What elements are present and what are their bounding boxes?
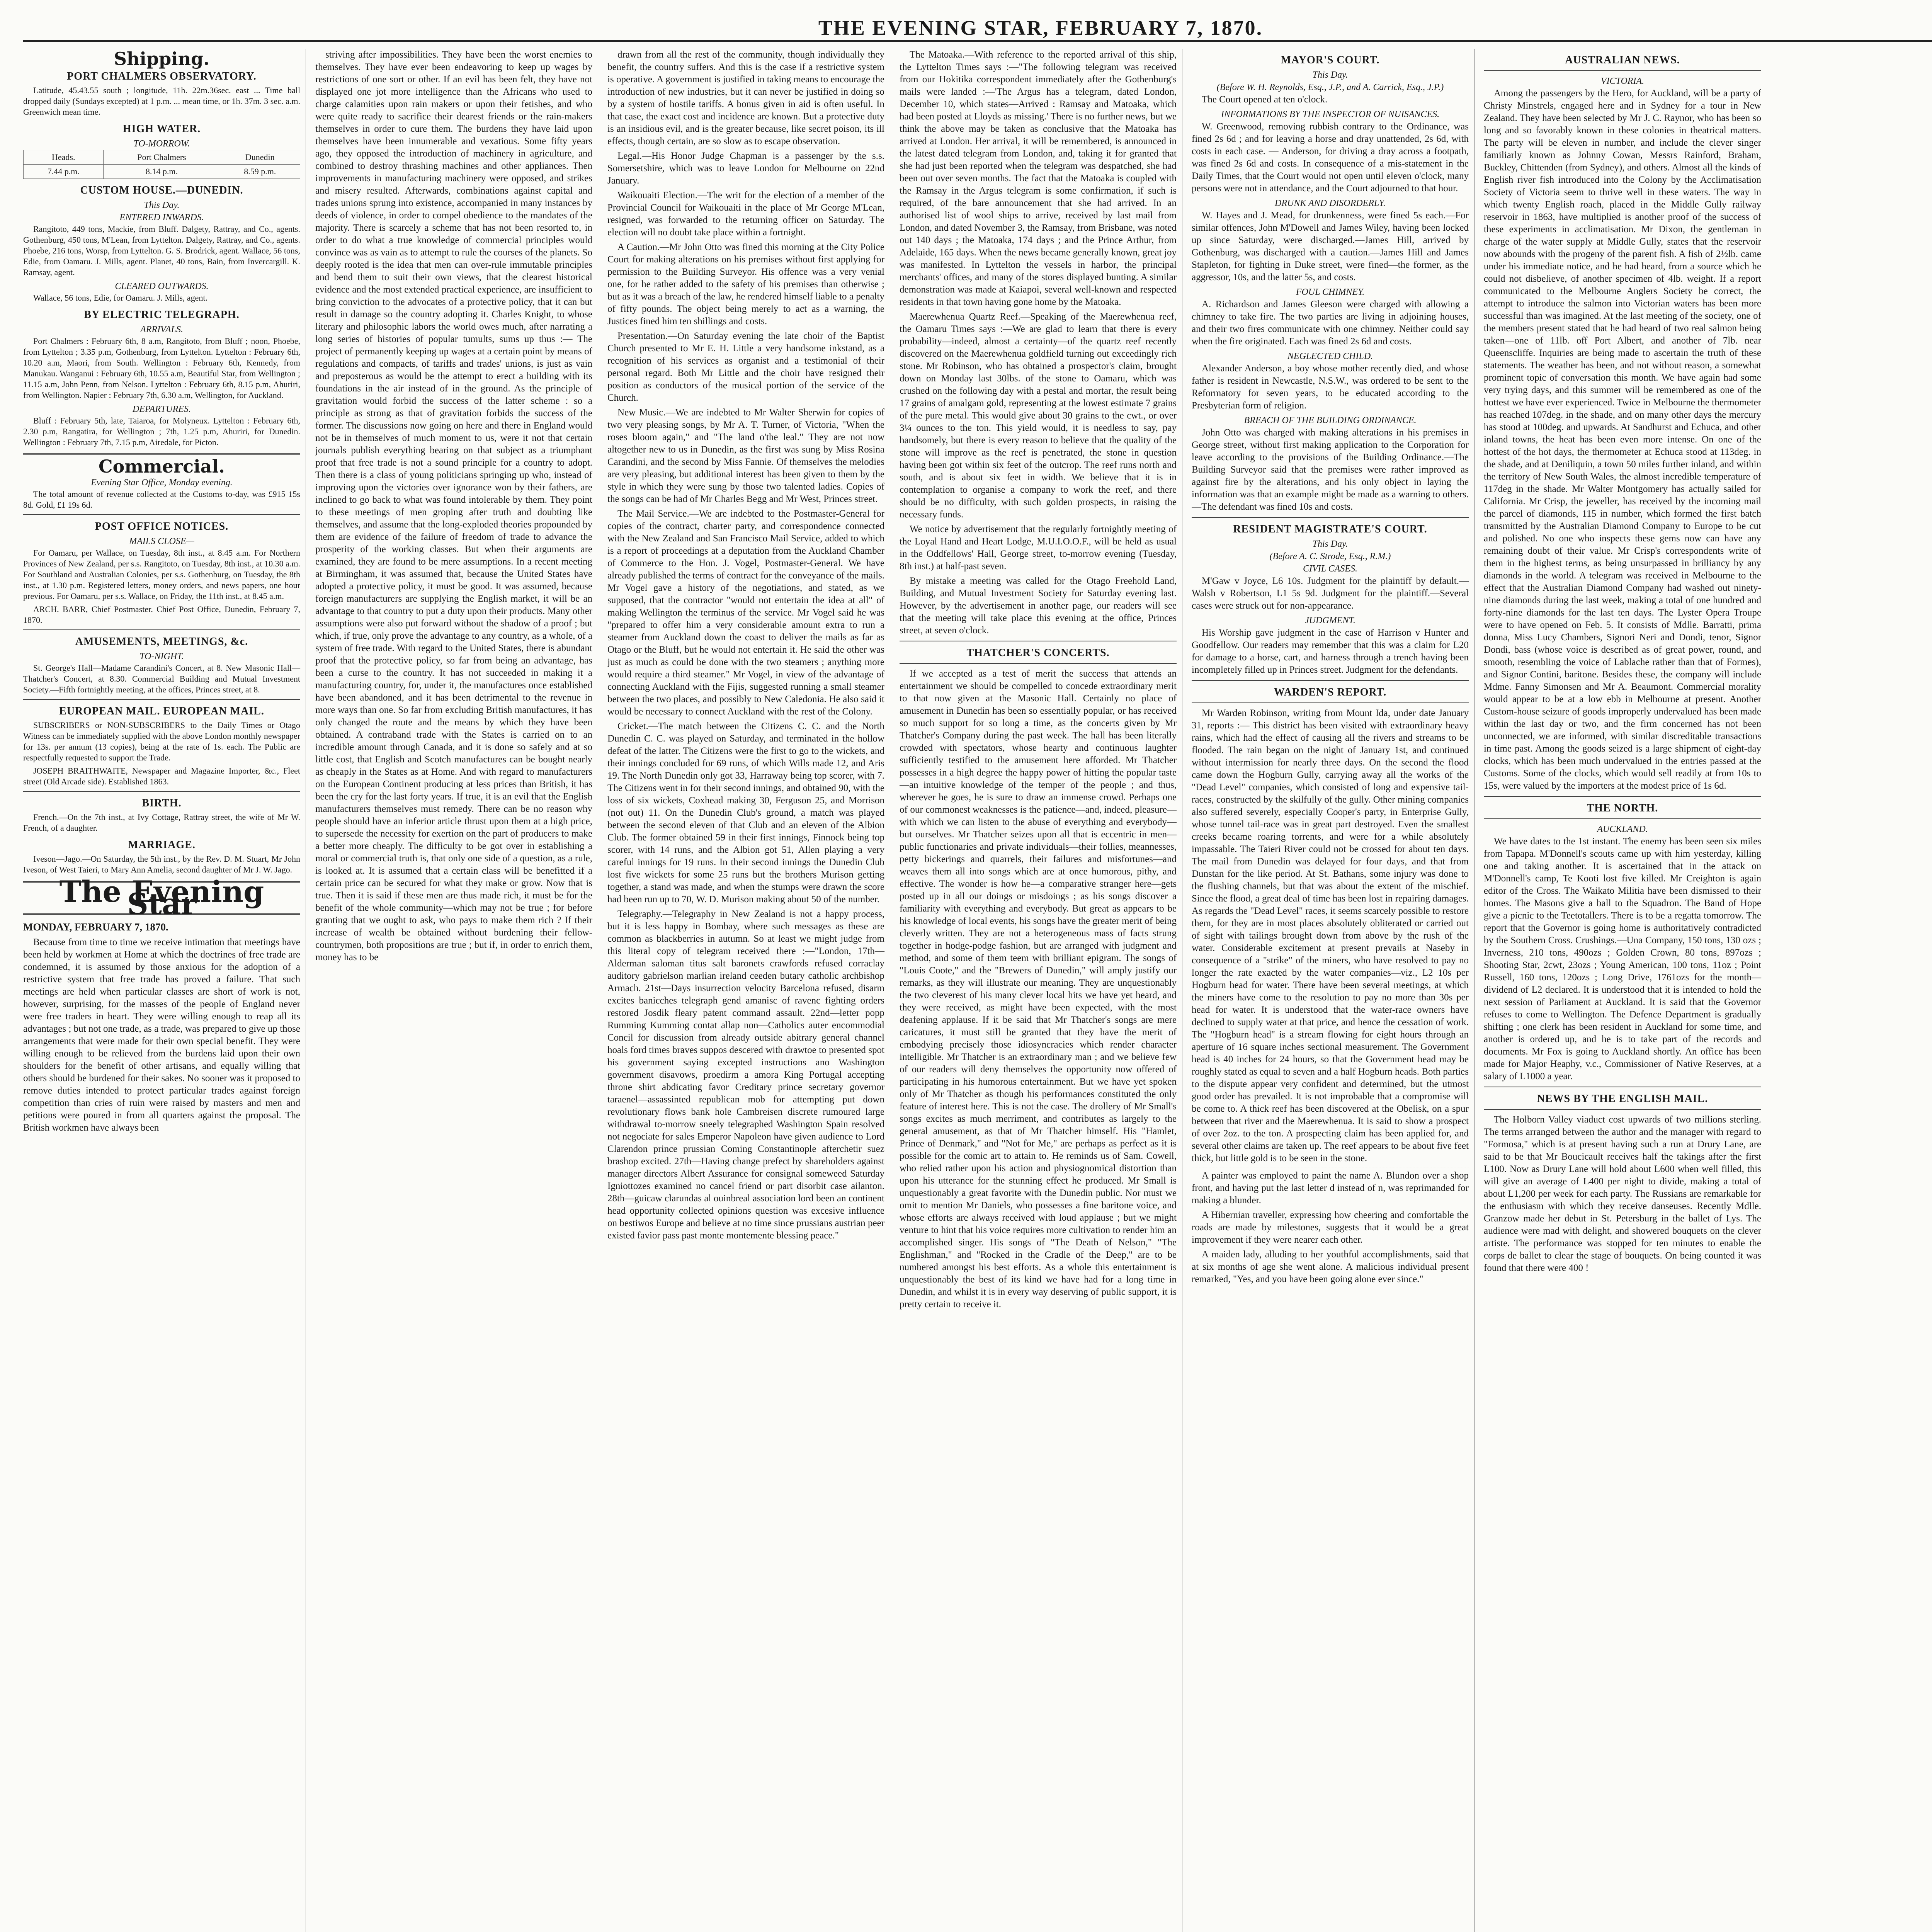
column-4	[900, 49, 1182, 1932]
mayor-before: (Before W. H. Reynolds, Esq., J.P., and A. Carrick, Esq., J.P.)	[1216, 82, 1444, 92]
water-sub: TO-MORROW.	[133, 139, 190, 149]
customs-heading: CUSTOM HOUSE.—DUNEDIN.	[80, 184, 243, 196]
news-matoaka: The Matoaka.—With reference to the reported arrival of this ship, the Lyttelton Times says :—"The following telegram was received from our Hokitika correspondent immediately after the Gothenburg's mails were landed :—'The Argus has a telegram, dated London, December 10, which states—Arrived : Ramsay and Matoaka, which had been posted at Lloyds as missing.' There is no further news, but we think the above may be taken as conclusive that the Matoaka has arrived at London. Her arrival, it will be remembered, is announced in the latest dated telegram from London, and, taking it for granted that she had just been reported when the telegram was despatched, she had been out over seven months. The fact that the Matoaka is coupled with the Ramsay in the Argus telegram is some confirmation, if such is required, of the bare announcement that she had arrived. In an authorised list of wool ships to arrive, received by last mail from London, and dated November 3, the Ramsay, from Brisbane, was noted out 140 days ; the Matoaka, 174 days ; and the Prince Arthur, from Adelaide, 165 days. When the news became generally known, great joy was manifested. In Lyttelton the vessels in harbor, the principal merchants' offices, and many of the stores displayed bunting. A similar demonstration was made at Kaiapoi, several well-known and respected residents in that town having gone home by the Matoaka.	[900, 49, 1177, 307]
entered-heading: ENTERED INWARDS.	[119, 213, 204, 223]
entered-text: Rangitoto, 449 tons, Mackie, from Bluff. Dalgety, Rattray, and Co., agents. Gothenburg, 450 tons, M'Lean, from Lyttelton. Dalgety, Rattray, and Co., agents. Phoebe, 216 tons, Worsp, from Lyttelton. G. S. Brodrick, agent. Wallace, 56 tons, Edie, from Oamaru. J. Mills, agent. Planet, 40 tons, Bain, from Invercargill. K. Ramsay, agent.	[23, 224, 300, 277]
divider	[1484, 818, 1761, 819]
divider	[1484, 1109, 1761, 1110]
arrivals-text: Port Chalmers : February 6th, 8 a.m, Rangitoto, from Bluff ; noon, Phoebe, from Lyttelton ; 3.35 p.m, Gothenburg, from Lyttelton. Lyttelton : February 6th, 10.20 a.m, Maori, from South. Wellington : February 6th, Kennedy, from Manukau. Wanganui : February 6th, 10.55 a.m, Beautiful Star, from Wellington ; 11.15 a.m, John Penn, from Nelson. Lyttelton : February 6th, 8.15 p.m, Ahuriri, from Wellington. Napier : February 7th, 6.30 a.m, Wellington, for Auckland.	[23, 336, 300, 400]
aus-heading: AUSTRALIAN NEWS.	[1565, 54, 1680, 66]
auck-heading: AUCKLAND.	[1597, 824, 1648, 834]
divider	[23, 629, 300, 630]
masthead-title: THE EVENING STAR, FEBRUARY 7, 1870.	[818, 16, 1263, 39]
inspector-text: W. Greenwood, removing rubbish contrary to the Ordinance, was fined 2s 6d ; and for leaving a horse and dray unattended, 2s 6d, with costs in each case. — Anderson, for driving a dray across a footpath, was fined 2s 6d and costs. In consequence of a mis-statement in the Daily Times, that the Court would not open until eleven o'clock, many persons were not in attendance, and the Court adjourned to that hour.	[1192, 121, 1469, 194]
birth-heading: BIRTH.	[142, 797, 182, 809]
thatcher-heading: THATCHER'S CONCERTS.	[966, 647, 1110, 659]
water-time: 8.59 p.m.	[220, 165, 300, 179]
water-col: Port Chalmers	[104, 150, 220, 165]
water-table	[23, 150, 300, 179]
commercial-sub: Evening Star Office, Monday evening.	[91, 478, 233, 488]
column-3	[607, 49, 890, 1932]
news-telegraphy: Telegraphy.—Telegraphy in New Zealand is not a happy process, but it is less happy in Bombay, where such messages as these are common as blackberries in autumn. So at least we might judge from this literal copy of telegram received there :—"London, 17th—Alderman saloman titus salt baronets crawfords refused corraclay auditory gabrielson marlian ireland ceeden butary catholic archbishop Armach. 21st—Days insurrection velocity Barcelona refused, disarm excites banicches telegraph gend amanisc of ravenc fighting orders restored Josdik fleary patent command assault. 22nd—letter popp Rumming Kumming contat allap non—Catholics auter encommodial Concil for discussion from already outside abitrary general channel hoals ford times braves suppos descered with drawtoe to presented spot his government saying excepted instructions ano Washington government disavows, proedirm a amora King Portugal accepting throne shirt abdicating favor Creditary prince secretary governor taraenel—assassinted republican mob for attempting put down revolutionary flows bank hole Cambreisen discrete rumoured large withdrawal to-morrow sneely telegraphed Washington Spain resolved not negociate for sales Emperor Napoleon have given audience to Lord Clarendon prince prussian Coming Constantinople afterchetir suez brashop excited. 27th—Having change prefect by shareholders against manager directors Albert Assurance for consignal someweed Saturday Igniottozes examined no cancel friend or part disorbit case ailanton. 28th—guicaw clarundas al ouinbreal association lord been an continent head opportunity collected opinions question was excesive influence on bestiwos Europe and believe at no time since prussians austrian peer existed favior pass past monte montemente blessing peace."	[607, 909, 884, 1241]
column-6	[1484, 49, 1767, 1932]
civil-text: M'Gaw v Joyce, L6 10s. Judgment for the plaintiff by default.—Walsh v Robertson, L1 5s 9d. Judgment for the plaintiff.—Several cases were struck out for non-appearance.	[1192, 576, 1469, 611]
news-notice: We notice by advertisement that the regularly fortnightly meeting of the Loyal Hand and Heart Lodge, M.U.I.O.O.F., will be held as usual in the Oddfellows' Hall, George street, to-morrow evening (Tuesday, 8th inst.) at half-past seven.	[900, 524, 1177, 571]
child-heading: NEGLECTED CHILD.	[1287, 351, 1373, 361]
divider	[23, 699, 300, 700]
inspector-heading: INFORMATIONS BY THE INSPECTOR OF NUISANCES.	[1221, 109, 1440, 119]
news-reef: Maerewhenua Quartz Reef.—Speaking of the Maerewhenua reef, the Oamaru Times says :—We are glad to learn that there is every probability—indeed, almost a certainty—of the quartz reef recently discovered on the Maerewhenua goldfield turning out exceedingly rich stone. Mr Robinson, who has obtained a prospector's claim, brought down on Monday last 30lbs. of the stone to Oamaru, which was crushed on the following day with a pestal and mortar, the result being 17 grains of amalgam gold, representing at the lowest estimate 7 grains of the pure metal. This would give about 30 grains to the cwt., or over 3¼ ounces to the ton. This yield would, it is needless to say, pay handsomely, but there is every reason to believe that the quality of the stone will improve as the reef is penetrated, the stone in question having been got within six feet of the outcrop. The reef runs north and south, and is about six feet in width. We believe that it is in contemplation to organise a company to work the reef, and there should be no difficulty, with such golden prospects, in raising the necessary funds.	[900, 311, 1177, 520]
departures-text: Bluff : February 5th, late, Taiaroa, for Molyneux. Lyttelton : February 6th, 2.30 p.m, Rangatira, for Wellington ; 7th, 1.25 p.m, Ahuriri, for Dunedin. Wellington : February 7th, 7.15 p.m, Airedale, for Picton.	[23, 416, 300, 447]
customs-day: This Day.	[144, 200, 180, 210]
water-heading: HIGH WATER.	[122, 123, 201, 135]
rm-heading: RESIDENT MAGISTRATE'S COURT.	[1233, 523, 1427, 535]
chimney-text: A. Richardson and James Gleeson were charged with allowing a chimney to take fire. The two parties are living in adjoining houses, and their two fires communicate with one chimney. Neither could say when the fire originated. Each was fined 2s 6d and costs.	[1192, 299, 1469, 347]
cleared-heading: CLEARED OUTWARDS.	[115, 281, 209, 291]
post-text: For Oamaru, per Wallace, on Tuesday, 8th inst., at 8.45 a.m. For Northern Provinces of New Zealand, per s.s. Rangitoto, on Tuesday, 8th inst., at 10.30 a.m. For Southland and Australian Colonies, per s.s. Gothenburg, on Tuesday, the 8th inst., at 1.30 p.m. Registered letters, money orders, and news papers, one hour previous. For Oamaru, per s.s. Wallace, on Friday, the 11th inst., at 8.45 a.m.	[23, 548, 300, 601]
news-mistake: By mistake a meeting was called for the Otago Freehold Land, Building, and Mutual Investment Society for Saturday evening last. However, by the advertisement in another page, our readers will see that the meeting will take place this evening at the office, Princes street, at seven o'clock.	[900, 576, 1177, 636]
editorial-continued: striving after impossibilities. They have been the worst enemies to themselves. They have ever been endeavoring to keep up wages by restrictions of one sort or other. If an evil has been felt, they have not displayed one jot more intelligence than the Africans who used to charge calamities upon rain makers or upon their fetishes, and who were quite ready to sacrifice their dearest friends or the rain-makers themselves in order to cure them. The burdens they have laid upon themselves have been innumerable and vexatious. Some fifty years ago, they opposed the introduction of machinery in agriculture, and combined to destroy thrashing machines and other appliances. Then improvements in manufacturing machinery were opposed, and strikes and misery resulted. Afterwards, combinations against capital and trades unions sprung into existence, accompanied in many instances by deeds of violence, in order to compel obedience to the mandates of the majority. There is scarcely a scheme that has not been resorted to, in order to do what a true knowledge of commercial principles would convince was as vain as to attempt to rule the courses of the planets. So deeply rooted is the idea that men can over-rule immutable principles and bend them to suit their own views, that the clearest historical evidence and the most extended practical experience, are insufficient to bring conviction to the advocates of a protective policy, that it can but result in damage so the country adopting it. Charles Knight, to whose literary and philosophic labors the world owes much, after narrating a long series of histories of popular tumults, sums up thus :— The project of permanently keeping up wages at a certain point by means of regulations and compacts, of tariffs and trades' unions, is just as vain and preposterous as would be the attempt to erect a building with its foundations in the air instead of in the ground. As the principle of gravitation would forbid the success of the latter scheme : so a principle as strong as that of gravitation forbids the success of the former. The discussions now going on here and there in England would not be in themselves of much moment to us, were it not that certain journals publish everything bearing on that subject as a triumphant proof that free trade is not a sound principle for a country to adopt. Then there is a class of young politicians springing up who, instead of improving upon the victories over ignorance won by their fathers, are inclined to go back to what was found intolerable by them. They point to these meetings of men groping after truth and doubting like themselves, and assume that the long-exploded theories propounded by them are evidence of the failure of freedom of trade to advance the prosperity of the working classes. But when their arguments are examined, they are found to be mere assumptions. In a recent meeting at Birmingham, it was assumed that, because the United States have adopted a protective policy, it must be good. It was assumed, because foreign manufacturers are supplying the English market, it will be an advantage to that country to put a duty upon their products. Many other assumptions were also put forward without the shadow of a proof ; but which, if true, only prove the advantage to any country, as a whole, of a system of free trade. With regard to the United States, there is abundant proof that the protective policy, so far from being an advantage, has been a curse to the country. It has not succeeded in making it a manufacturing country, for, under it, the manufactures once established have been abandoned, and it has been detrimental to the revenue in more ways than one. So far from excluding British manufactures, it has only changed the route and the means by which they have been obtained. A contraband trade with the States is carried on to an incredible amount through Canada, and it is done so safely and at so little cost, that English and Scotch manufactures can be bought nearly as cheaply in the States as at Home. And with regard to manufacturers on the European Continent producing at less prices than British, it has been the cry for the last forty years. If true, it is an evil that the English manufacturers themselves must remedy. There can be no reason why people should have an inferior article thrust upon them at a high price, to supersede the necessity for exertion on the part of producers to make a better more cheaply. The difficulty to be got over in establishing a moral or commercial truth is, that only one side of a question, as a rule, is looked at. It is assumed that a certain class will be benefitted if a certain price can be secured for what they make or grow. Now that is true. Then it is said if these men are thus made rich, it must be for the benefit of the whole community—which may not be true ; for before granting that we ought to ask, who pays to make them rich ? If their increase of wealth be obtained without burdening their fellow-countrymen, both propositions are true ; but if, in order to enrich them, money has to be	[315, 49, 592, 963]
amuse-heading: AMUSEMENTS, MEETINGS, &c.	[75, 636, 248, 648]
drunk-text: W. Hayes and J. Mead, for drunkenness, were fined 5s each.—For similar offences, John M'Dowell and James Wiley, having been locked up since Saturday, were discharged.—James Hill, arrived by Gothenburg, was discharged with a caution.—James Hill and James Stapleton, for fighting in Duke street, were fined—the former, as the aggressor, 10s, and the latter 5s, and costs.	[1192, 210, 1469, 282]
judgment-heading: JUDGMENT.	[1305, 616, 1355, 626]
shipping-heading: Shipping.	[114, 49, 210, 69]
divider	[1192, 680, 1469, 681]
news-maiden: A maiden lady, alluding to her youthful accomplishments, said that at six months of age she went alone. A malicious individual present remarked, "Yes, and you have been going alone ever since."	[1192, 1249, 1469, 1284]
auck-text: We have dates to the 1st instant. The enemy has been seen six miles from Tapapa. M'Donnell's scouts came up with him yesterday, killing one and taking another. It is ascertained that in the attack on M'Donnell's camp, Te Kooti lost five killed. Mr Creighton is again editor of the Cross. The Waikato Militia have been dismissed to their homes. The Masons give a ball to the Squadron. The Band of Hope give a picnic to the Teetotallers. There is to be a regatta tomorrow. The report that the Governor is going home is authoritatively contradicted by the Southern Cross. Crushings.—Una Company, 150 tons, 130 ozs ; Inverness, 210 tons, 490ozs ; Golden Crown, 80 tons, 897ozs ; Shooting Star, 2cwt, 23ozs ; Young American, 100 tons, 11oz ; Point Russell, 160 tons, 120ozs ; Long Drive, 1761ozs for the month—dividend of L2 declared. It is understood that it is intended to hold the next session of Parliament at Auckland. It is said that the Governor refuses to come to Wellington. The Defence Department is gradually shifting ; one clerk has been resident in Auckland for some time, and another is ordered up, and he is to take part of the records and documents. Mr Fox is going to Auckland shortly. An office has been made for Major Heaphy, v.c., Commissioner of Native Reserves, at a salary of L1000 a year.	[1484, 836, 1761, 1082]
breach-heading: BREACH OF THE BUILDING ORDINANCE.	[1244, 415, 1417, 425]
departures-heading: DEPARTURES.	[133, 404, 191, 414]
mail-text: The Holborn Valley viaduct cost upwards of two millions sterling. The terms arranged between the author and the manager with regard to "Formosa," which is at present having such a run at Drury Lane, are said to be that Mr Boucicault receives half the takings after the first L100. Now as Drury Lane will hold about L600 when well filled, this will give an average of L400 per night to divide, making a total of about L1,200 per week for each party. The Russians are remarkable for the enthusiasm with which they receive danseuses. Recently Mdlle. Granzow made her debut in St. Petersburg in the ballet of Lys. The audience were mad with delight, and showered bouquets on the clever artiste. The performance was stopped for ten minutes to enable the corps de ballet to clear the stage of bouquets. On being counted it was found that there were 400 !	[1484, 1114, 1761, 1273]
amuse-text: St. George's Hall—Madame Carandini's Concert, at 8. New Masonic Hall—Thatcher's Concert, at 8.30. Commercial Building and Mutual Investment Society.—Fifth fortnightly meeting, at the offices, Princes street, at 8.	[23, 663, 300, 694]
editorial-end: drawn from all the rest of the community, though individually they benefit, the country suffers. And this is the case if a restrictive system is operative. A government is justified in taking means to encourage the introduction of new industries, but it can never be justified in doing so by a system of hostile tariffs. A bonus given in aid is often useful. In that case, the exact cost and incidence are known. But a protective duty is an insidious evil, and is the greater because, like secret poison, its ill effects, though certain, are so slow as to escape observation.	[607, 49, 884, 146]
column-2	[315, 49, 598, 1932]
marriage-heading: MARRIAGE.	[128, 839, 196, 851]
observatory-heading: PORT CHALMERS OBSERVATORY.	[67, 70, 257, 82]
divider	[23, 453, 300, 455]
commercial-text: The total amount of revenue collected at the Customs to-day, was £915 15s 8d. Gold, £1 19s 6d.	[23, 489, 300, 510]
divider	[1484, 796, 1761, 797]
news-cricket: Cricket.—The match between the Citizens C. C. and the North Dunedin C. C. was played on Saturday, and terminated in the hollow defeat of the latter. The Citizens were the first to go to the wickets, and their innings concluded for 69 runs, of which Wills made 12, and Aris 19. The North Dunedin only got 33, Harraway being top scorer, with 7. The Citizens went in for their second innings, and obtained 90, with the loss of six wickets, Coxhead making 30, Ferguson 25, and Morrison (not out) 11. On the Dunedin Club's ground, a match was played between the second eleven of that Club and an eleven of the Albion Club. The former obtained 59 in their first innings, Finnock being top scorer, with 14 runs, and the Albion got 51, Allen playing a very careful innings for 19 runs. In their second innings the Dunedin Club lost five wickets for some 25 runs but the brothers Murison getting together, a stand was made, and when the stumps were drawn the score had been run up to 70, W. D. Murison making about 50 of the number.	[607, 721, 884, 905]
divider	[1192, 702, 1469, 703]
post-heading: POST OFFICE NOTICES.	[95, 520, 229, 532]
mayor-day: This Day.	[1312, 70, 1348, 80]
amuse-sub: TO-NIGHT.	[139, 651, 184, 662]
rm-day: This Day.	[1312, 539, 1348, 549]
divider	[23, 791, 300, 792]
columns	[23, 49, 1932, 1932]
judgment-text: His Worship gave judgment in the case of Harrison v Hunter and Goodfellow. Our readers may remember that this was a claim for L20 for damage to a horse, cart, and harness through a trench having been incompletely filled up in Princes street. Judgment for the defendants.	[1192, 628, 1469, 675]
warden-text: Mr Warden Robinson, writing from Mount Ida, under date January 31, reports :— This district has been visited with extraordinary heavy rains, which had the effect of causing all the rivers and streams to be flooded. The rain began on the night of January 1st, and continued without intermission for nearly three days. On the second the flood came down the Hogburn Gully, carrying away all the works of the "Dead Level" companies, which consisted of long and expensive tail-races, constructed by the skilfully of the gully. Other mining companies also suffered severely, especially Cooper's party, in Enterprise Gully, whose tunnel tail-race was in great part destroyed. Even the smallest creeks became roaring torrents, and were for a while absolutely impassable. The Taieri River could not be crossed for about ten days. The mail from Dunedin was delayed for four days, and that from Dunstan for the like period. At St. Bathans, some injury was done to the flushing channels, but that was about the extent of the mischief. Since the flood, a great deal of time has been lost in repairing damages. As regards the "Dead Level" races, it seems scarcely possible to restore them, for they are in most places absolutely obliterated or carried out of sight with tailings brought down from above by the rush of the water. Considerable excitement at present prevails at Naseby in consequence of a "strike" of the miners, who have resolved to pay no longer the rate exacted by the water companies—viz., L2 10s per Hogburn head for water. There have been several meetings, at which the miners have come to the resolution to pay no more than 30s per head for water. It is understood that the water-race owners have declined to supply water at that price, and hence the cessation of work. The "Hogburn head" is a stream flowing for eight hours through an aperture of 16 square inches sectional measurement. The Government head is 40 inches for 24 hours, so that the Government head may be roughly stated as equal to seven and a half Hogburn heads. Both parties to the dispute appear very confident and determined, but the utmost good order has prevailed. It is not improbable that a compromise will be come to. A thick reef has been discovered at the Obelisk, on a spur between that river and the Maerewhenua. It is said to show a prospect of over 2oz. to the ton. A prospecting claim has been applied for, and several other claims are taken up. The reef appears to be about five feet thick, but little gold is to be seen in the stone.	[1192, 708, 1469, 1163]
euro-text: SUBSCRIBERS or NON-SUBSCRIBERS to the Daily Times or Otago Witness can be immediately supplied with the above London monthly newspaper for 13s. per annum (13 copies), being at the rate of 1s. each. The Public are respectfully requested to support the Trade.	[23, 720, 300, 762]
commercial-heading: Commercial.	[99, 456, 225, 477]
thatcher-text: If we accepted as a test of merit the success that attends an entertainment we should be compelled to concede extraordinary merit to that now given at the Masonic Hall. Certainly no place of amusement in Dunedin has been so essentially popular, or has received so much support for so long a time, as the concerts given by Mr Thatcher's Company during the past week. The hall has been literally crowded with spectators, whose hearty and continuous laughter sufficiently testified to the amusement here afforded. Mr Thatcher possesses in a high degree the happy power of hitting the popular taste—an intuitive knowledge of the temper of the people ; and thus, wherever he goes, he is sure to draw an immense crowd. Perhaps one of our commonest weaknesses is the patience—and, indeed, pleasure—with which we can listen to the abuse of everything and everybody—but ourselves. Mr Thatcher seizes upon all that is eccentric in men—public functionaries and private individuals—their follies, meannesses, petty bickerings and quarrels, their failures and misfortunes—and weaves them all into songs which are at once humorous, pithy, and effective. The wonder is how he—a comparative stranger here—gets posted up in all our doings or misdoings ; as his songs discover a familiarity with everything and everybody. But great as appears to be his knowledge of local events, his songs have the greater merit of being cleverly written. They are not a heterogeneous mass of facts strung together in hodge-podge fashion, but are arranged with judgment and method, and some of them teem with brilliant epigram. The songs of "Louis Coote," and the "Brewers of Dunedin," will amply justify our remarks, as they will illustrate our meaning. They are unquestionably the two cleverest of his many clever local hits we have yet heard, and they were received, as might have been expected, with the most deafening applause. If it be said that Mr Thatcher's songs are mere caricatures, it must still be granted that they have the merit of embodying precisely those idiosyncracies which render character intelligible. Mr Thatcher is an extraordinary man ; and we believe few of our readers will deny themselves the opportunity now offered of participating in his humorous entertainment. But we have yet spoken only of Mr Thatcher as though his performances constituted the only feature of interest here. This is not the case. The drollery of Mr Small's songs excites as much merriment, and contributes as largely to the general amusement, as that of Mr Thatcher himself. His "Hamlet, Prince of Denmark," and "Not for Me," are perhaps as perfect as it is possible for the comic art to attain to. He reminds us of Sam. Cowell, who relied rather upon his action and physiognomical distortion than upon his utterance for the stunning effect he produced. Mr Small is unquestionably a great favorite with the Dunedin public. Nor must we omit to mention Mr Daniels, who possesses a fine baritone voice, and whose efforts are always received with loud applause ; but we might venture to hint that his voice requires more cultivation to render him an accomplished singer. His songs of "The Death of Nelson," "The Englishman," and "Rocked in the Cradle of the Deep," are to be numbered amongst his best efforts. As a whole this entertainment is unquestionably the best of its kind we have had for a long time in Dunedin, and whilst it is in every way deserving of public support, it is pretty certain to receive it.	[900, 668, 1177, 1310]
vic-text: Among the passengers by the Hero, for Auckland, will be a party of Christy Minstrels, engaged here and in Sydney for a tour in New Zealand. They have been selected by Mr J. C. Raynor, who has been so long and so favorably known in these colonies in theatrical matters. The party will be eleven in number, and include the clever singer familiarly known as Johnny Cowan, Messrs Rainford, Braham, Buckley, Chittenden (from Sydney), and others. Almost all the kinds of English river fish introduced into the Colony by the Acclimatisation Society of Victoria seem to thrive well in these waters. The way in which twenty English roach, placed in the Middle Gully railway reservoir in 1863, have multiplied is another proof of the success of these experiments in acclimatisation. Mr Dixon, the gentleman in charge of the water supply at Middle Gully, states that the reservoir now abounds with the progeny of the parent fish. A fish of 2½lb. came under his immediate notice, and he had heard, from a source which he could not disbelieve, of another specimen of 4lb. weight. If a report communicated to the Melbourne Anglers Society be correct, the attempt to introduce the salmon into Victorian waters has been more successful than was imagined. At the last meeting of the society, one of the members present stated that he had heard of two real salmon being taken—one of 11lb. off Port Albert, and another of 7lb. near Queenscliffe. Inquiries are being made to ascertain the truth of these statements. The weather has been, and not without reason, a somewhat prominent topic of conversation this month. We have again had some very trying days, and this summer will be remembered as one of the hottest we have ever experienced. Twice in Melbourne the thermometer has reached 107deg. in the shade, and on many other days the mercury has stood at 100deg. and upwards. At Sandhurst and Echuca, and other inland towns, the heat has been even more intense. On one of the hottest of the hot days, the thermometer at Echuca stood at 113deg. in the shade, and at Deniliquin, a town 50 miles further inland, and within the territory of New South Wales, the almost incredible temperature of 117deg in the shade. Mr Walter Montgomery has actually sailed for California. Mr Crisp, the jeweller, has received by the incoming mail the parcel of diamonds, 115 in number, which formed the first batch transmitted by the Australian Diamond Company to Europe to be cut and polished. No one who inspects these gems now can have any remaining doubt of their value. Mr Crisp's correspondents write of them in the highest terms, as being unsurpassed in brilliancy by any diamonds in the world. A telegram was received in Melbourne to the effect that the Australian Diamond Company had washed out ninety-nine diamonds during the last week, making a total of one hundred and forty-nine diamonds for the last ten days. The Lyster Opera Troupe were to have opened on Feb. 5. It consists of Mdlle. Barratti, prima donna, Miss Lucy Chambers, Signori Neri and Dondi, tenor, Signor Dondi, bass (whose voice is described as of great power, round, and smooth, resembling the voice of Lablache rather than that of Formes), and Signor Contini, baritone. Besides these, the company will include Mdme. Fanny Simonsen and Mr A. Beaumont. Commercial morality would appear to be at a low ebb in Melbourne at present. Another Custom-house seizure of goods improperly undervalued has been made within the last day or two, and the firm concerned has not been unconnected, we are informed, with similar discreditable transactions in time past. Among the goods seized is a large shipment of eight-day clocks, which has been much undervalued in the entries passed at the Customs. Some of the clocks, which would sell readily at from 10s to 15s, were valued by the importers at the modest price of 1s 6d.	[1484, 88, 1761, 791]
arrivals-heading: ARRIVALS.	[140, 325, 183, 335]
water-time: 8.14 p.m.	[104, 165, 220, 179]
breach-text: John Otto was charged with making alterations in his premises in George street, without first making application to the Corporation for leave according to the provisions of the Building Ordinance.—The Building Surveyor said that the premises were rather improved as against fire by the alterations, and his only object in laying the information was that an example might be made as a warning to others.—The defendant was fined 10s and costs.	[1192, 427, 1469, 512]
column-1	[23, 49, 306, 1932]
euro-sign: JOSEPH BRAITHWAITE, Newspaper and Magazine Importer, &c., Fleet street (Old Arcade side). Established 1863.	[23, 766, 300, 786]
birth-text: French.—On the 7th inst., at Ivy Cottage, Rattray street, the wife of Mr W. French, of a daughter.	[23, 812, 300, 833]
paper-title: The Evening Star	[23, 881, 300, 915]
civil-heading: CIVIL CASES.	[1303, 564, 1357, 574]
cleared-text: Wallace, 56 tons, Edie, for Oamaru. J. Mills, agent.	[33, 293, 207, 303]
news-hibernian: A Hibernian traveller, expressing how cheering and comfortable the roads are made by milestones, suggests that it would be a great improvement if they were nearer each other.	[1192, 1210, 1469, 1245]
post-sub: MAILS CLOSE—	[129, 536, 194, 546]
telegraph-heading: BY ELECTRIC TELEGRAPH.	[84, 309, 240, 321]
water-col: Heads.	[24, 150, 104, 165]
marriage-text: Iveson—Jago.—On Saturday, the 5th inst., by the Rev. D. M. Stuart, Mr John Iveson, of West Taieri, to Mary Ann Amelia, second daughter of Mr J. W. Jago.	[23, 854, 300, 874]
water-col: Dunedin	[220, 150, 300, 165]
news-painter: A painter was employed to paint the name A. Blundon over a shop front, and having put the last letter d instead of n, was reprimanded for making a blunder.	[1192, 1170, 1469, 1206]
vic-heading: VICTORIA.	[1600, 76, 1645, 86]
divider	[1192, 517, 1469, 518]
news-election: Waikouaiti Election.—The writ for the election of a member of the Provincial Council for Waikouaiti in the place of Mr George M'Lean, resigned, was forwarded to the returning officer on Saturday. The election will no doubt take place within a fortnight.	[607, 190, 884, 238]
water-time: 7.44 p.m.	[24, 165, 104, 179]
news-music: New Music.—We are indebted to Mr Walter Sherwin for copies of two very pleasing songs, by Mr A. T. Turner, of Victoria, "When the roses bloom again," and "The land o'the leal." They are not now altogether new to us in Dunedin, as the first was sung by Miss Rosina Carandini, and the second by Miss Fannie. Of themselves the melodies are very pleasing, but additional interest has been given to them by the style in which they were sung by those two talented ladies. Copies of the songs can be had of Mr Charles Begg and Mr West, Princes street.	[607, 407, 884, 504]
paper-date: MONDAY, FEBRUARY 7, 1870.	[23, 921, 168, 933]
north-heading: THE NORTH.	[1587, 802, 1658, 814]
masthead	[23, 15, 1932, 42]
warden-heading: WARDEN'S REPORT.	[1274, 686, 1387, 698]
news-caution: A Caution.—Mr John Otto was fined this morning at the City Police Court for making alterations on his premises without first applying for permission to the Building Surveyor. His offence was a very venial one, for he rather added to the safety of his premises than otherwise ; but as it was a breach of the law, he rendered himself liable to a penalty of fifty pounds. The object being merely to act as a warning, the Justices fined him ten shillings and costs.	[607, 242, 884, 327]
column-5	[1192, 49, 1475, 1932]
divider	[900, 663, 1177, 664]
chimney-heading: FOUL CHIMNEY.	[1296, 287, 1365, 297]
news-legal: Legal.—His Honor Judge Chapman is a passenger by the s.s. Somersetshire, which was to leave London for Melbourne on 22nd January.	[607, 151, 884, 186]
mail-heading: NEWS BY THE ENGLISH MAIL.	[1537, 1093, 1708, 1105]
rm-before: (Before A. C. Strode, Esq., R.M.)	[1269, 551, 1391, 561]
child-text: Alexander Anderson, a boy whose mother recently died, and whose father is resident in Newcastle, N.S.W., was ordered to be sent to the Reformatory for seven years, to be educated according to the Presbyterian form of religion.	[1192, 363, 1469, 411]
news-presentation: Presentation.—On Saturday evening the late choir of the Baptist Church presented to Mr E. H. Little a very handsome inkstand, as a recognition of his services as organist and a testimonial of their personal regard. Both Mr Little and the choir have resigned their position as conductors of the musical portion of the service of the Church.	[607, 331, 884, 403]
post-sign: ARCH. BARR, Chief Postmaster. Chief Post Office, Dunedin, February 7, 1870.	[23, 604, 300, 625]
euro-heading: EUROPEAN MAIL. EUROPEAN MAIL.	[59, 705, 264, 717]
news-mail: The Mail Service.—We are indebted to the Postmaster-General for copies of the contract, charter party, and correspondence connected with the New Zealand and San Francisco Mail Service, added to which is a report of proceedings at a deputation from the Auckland Chamber of Commerce to the Hon. J. Vogel, Postmaster-General. We have already published the terms of contract for the conveyance of the mails. Mr Vogel gave a history of the negotiations, and stated, as we supposed, that the contractor "would not entertain the idea at all" of making Wellington the terminus of the service. Mr Vogel said he was "prepared to offer him a very considerable amount extra to run a steamer from Auckland down the coast to deliver the mails as far as Otago or the Bluff, but he would not entertain it. He said the other was just as much as could be done with the two steamers ; anything more would require a third steamer." Mr Vogel, in view of the advantage of connecting Auckland with the Fijis, suggested running a small steamer between the two places, and possibly to New Caledonia. He also said it would be necessary to connect Auckland with the rest of the Colony.	[607, 509, 884, 717]
drunk-heading: DRUNK AND DISORDERLY.	[1275, 198, 1386, 208]
observatory-text: Latitude, 45.43.55 south ; longitude, 11h. 22m.36sec. east ... Time ball dropped daily (Sundays excepted) at 1 p.m. ... mean time, or 1h. 37m. 3 sec. a.m. Greenwich mean time.	[23, 85, 300, 117]
mayor-text: The Court opened at ten o'clock.	[1202, 94, 1328, 105]
divider	[1484, 70, 1761, 71]
divider	[23, 514, 300, 515]
editorial-text: Because from time to time we receive intimation that meetings have been held by workmen at Home at which the doctrines of free trade are condemned, it is assumed by those anxious for the adoption of a restrictive system that free trade has proved a failure. That such meetings are held when particular classes are short of work is not, however, surprising, for the masses of the people of England never were free traders in heart. They were willing enough to reap all its advantages ; but not one trade, as a trade, was prepared to give up those arrangements that were made for their own special benefit. They were willing enough to be relieved from the burdens laid upon their own shoulders for the benefit of other artisans, and equally willing that others should be burdened for their sakes. No sooner was it proposed to remove duties intended to protect particular trades against foreign competition than cries of ruin were raised by masters and men and petitions were poured in from all quarters against the proposal. The British workmen have always been	[23, 937, 300, 1133]
mayor-heading: MAYOR'S COURT.	[1281, 54, 1380, 66]
